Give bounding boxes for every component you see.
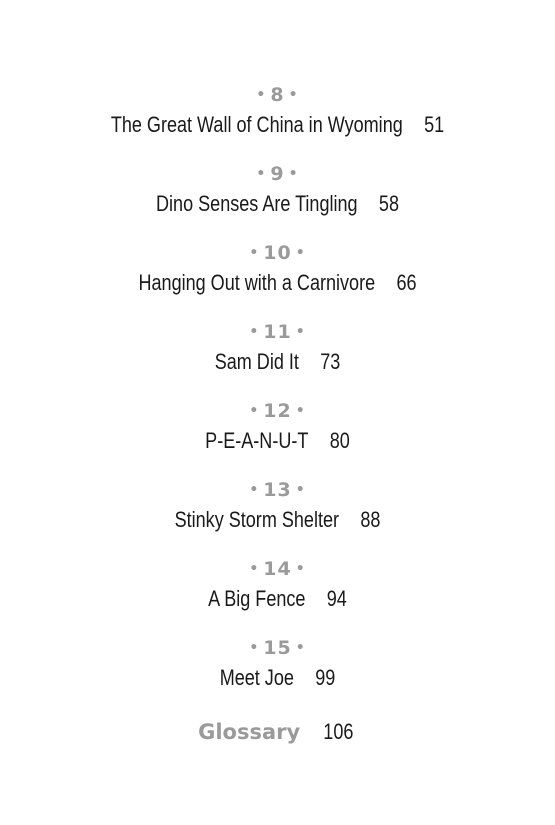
chapter-number-value: 14 — [263, 558, 292, 580]
chapter-title-line — [50, 110, 505, 140]
chapter-number — [0, 554, 555, 584]
bullet-separator: • — [256, 87, 267, 103]
chapter-title-line — [50, 505, 505, 535]
glossary-page-number: 106 — [323, 719, 354, 744]
bullet-separator: • — [249, 482, 260, 498]
chapter-page-number: 88 — [360, 507, 381, 532]
chapter-title-line — [50, 584, 505, 614]
chapter-number-value: 15 — [263, 637, 292, 659]
chapter-title: A Big Fence — [208, 586, 306, 611]
chapter-title-line — [50, 426, 505, 456]
glossary-label: Glossary — [198, 720, 301, 744]
table-of-contents — [0, 80, 555, 752]
bullet-separator: • — [249, 561, 260, 577]
chapter-number — [0, 80, 555, 110]
chapter-number — [0, 238, 555, 268]
chapter-number-value: 11 — [263, 321, 292, 343]
bullet-separator: • — [288, 166, 299, 182]
chapter-page-number: 99 — [315, 665, 336, 690]
chapter-number-value: 8 — [270, 84, 285, 106]
toc-entry-chapter-11[interactable] — [0, 317, 555, 396]
chapter-title-line — [50, 347, 505, 377]
bullet-separator: • — [249, 324, 260, 340]
chapter-page-number: 94 — [326, 586, 347, 611]
chapter-page-number: 80 — [329, 428, 350, 453]
toc-entry-chapter-12[interactable] — [0, 396, 555, 475]
toc-entry-chapter-10[interactable] — [0, 238, 555, 317]
bullet-separator: • — [295, 403, 306, 419]
chapter-title: Stinky Storm Shelter — [174, 507, 340, 532]
chapter-number-value: 12 — [263, 400, 292, 422]
bullet-separator: • — [295, 324, 306, 340]
chapter-title: The Great Wall of China in Wyoming — [110, 112, 403, 137]
chapter-number — [0, 633, 555, 663]
chapter-title: Hanging Out with a Carnivore — [138, 270, 376, 295]
chapter-number — [0, 475, 555, 505]
bullet-separator: • — [249, 640, 260, 656]
chapter-title: Dino Senses Are Tingling — [156, 191, 358, 216]
bullet-separator: • — [295, 482, 306, 498]
toc-entry-chapter-15[interactable] — [0, 633, 555, 712]
chapter-page-number: 58 — [378, 191, 399, 216]
chapter-title-line — [50, 663, 505, 693]
toc-entry-chapter-14[interactable] — [0, 554, 555, 633]
chapter-number — [0, 159, 555, 189]
chapter-title-line — [50, 268, 505, 298]
chapter-number-value: 13 — [263, 479, 292, 501]
bullet-separator: • — [249, 245, 260, 261]
bullet-separator: • — [295, 561, 306, 577]
toc-entry-chapter-8[interactable] — [0, 80, 555, 159]
chapter-page-number: 73 — [320, 349, 341, 374]
toc-entry-chapter-13[interactable] — [0, 475, 555, 554]
bullet-separator: • — [288, 87, 299, 103]
bullet-separator: • — [249, 403, 260, 419]
chapter-number-value: 10 — [263, 242, 292, 264]
chapter-title: Meet Joe — [219, 665, 294, 690]
bullet-separator: • — [295, 245, 306, 261]
toc-entry-glossary[interactable] — [0, 712, 555, 752]
chapter-title: P-E-A-N-U-T — [205, 428, 309, 453]
chapter-title-line — [50, 189, 505, 219]
chapter-page-number: 66 — [396, 270, 417, 295]
toc-entry-chapter-9[interactable] — [0, 159, 555, 238]
chapter-number — [0, 396, 555, 426]
bullet-separator: • — [256, 166, 267, 182]
bullet-separator: • — [295, 640, 306, 656]
chapter-number-value: 9 — [270, 163, 285, 185]
chapter-title: Sam Did It — [214, 349, 299, 374]
chapter-page-number: 51 — [424, 112, 445, 137]
chapter-number — [0, 317, 555, 347]
